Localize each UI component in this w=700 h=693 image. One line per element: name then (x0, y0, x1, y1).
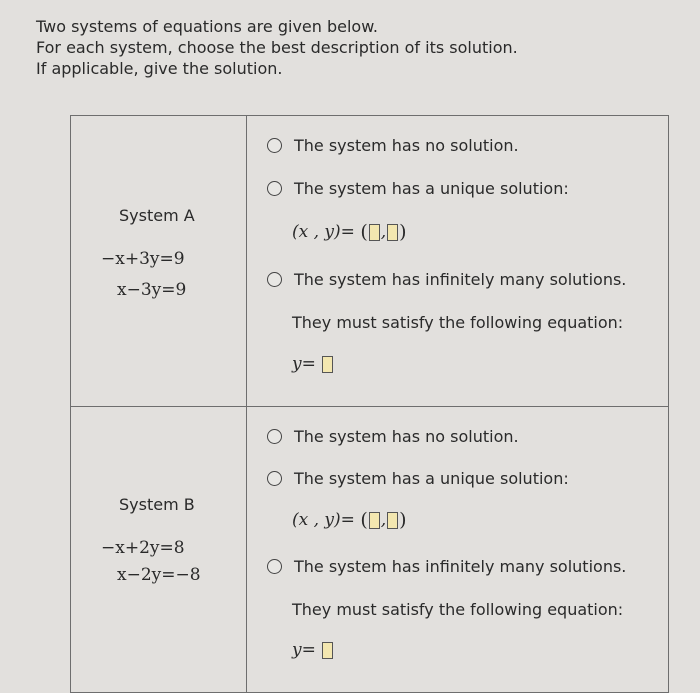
system-a-cell (71, 116, 247, 407)
systems-table (70, 115, 669, 693)
radio-button[interactable] (267, 471, 282, 486)
x-input[interactable] (369, 224, 380, 241)
xy-label: (x , y)= (292, 222, 355, 242)
y-label: y= (292, 640, 316, 660)
system-b-options (247, 407, 669, 693)
option-label: The system has a unique solution: (294, 469, 569, 488)
satisfy-text: They must satisfy the following equation: (292, 313, 624, 332)
system-name: System B (119, 495, 195, 514)
system-b-row (71, 407, 669, 693)
option-label: The system has no solution. (294, 427, 519, 446)
option-label: The system has a unique solution: (294, 179, 569, 198)
xy-label: (x , y)= (292, 510, 355, 530)
system-a-options (247, 116, 669, 407)
equation-2: x−2y=−8 (117, 565, 201, 585)
y-equation-input[interactable] (322, 642, 333, 659)
xy-answer: (x , y)= ( , ) (292, 509, 407, 531)
option-label: The system has no solution. (294, 136, 519, 155)
equation-1: −x+3y=9 (101, 249, 185, 269)
y-answer (292, 640, 334, 660)
option-infinite-solutions[interactable] (267, 270, 626, 289)
system-b-cell (71, 407, 247, 693)
instructions (36, 16, 518, 79)
option-no-solution[interactable] (267, 427, 519, 446)
radio-button[interactable] (267, 181, 282, 196)
radio-button[interactable] (267, 272, 282, 287)
y-input[interactable] (387, 224, 398, 241)
y-input[interactable] (387, 512, 398, 529)
satisfy-text: They must satisfy the following equation: (292, 600, 624, 619)
option-label: The system has infinitely many solutions. (294, 270, 627, 289)
system-a-row (71, 116, 669, 407)
instruction-line: For each system, choose the best description of its solution. (36, 38, 518, 57)
xy-answer: (x , y)= ( , ) (292, 221, 407, 243)
instruction-line: If applicable, give the solution. (36, 59, 283, 78)
option-unique-solution[interactable] (267, 179, 569, 198)
y-equation-input[interactable] (322, 356, 333, 373)
radio-button[interactable] (267, 138, 282, 153)
y-answer (292, 354, 334, 374)
radio-button[interactable] (267, 429, 282, 444)
option-unique-solution[interactable] (267, 469, 569, 488)
option-label: The system has infinitely many solutions. (294, 557, 627, 576)
option-no-solution[interactable] (267, 136, 519, 155)
instruction-line: Two systems of equations are given below. (36, 17, 378, 36)
x-input[interactable] (369, 512, 380, 529)
equation-2: x−3y=9 (117, 280, 187, 300)
radio-button[interactable] (267, 559, 282, 574)
option-infinite-solutions[interactable] (267, 557, 626, 576)
equation-1: −x+2y=8 (101, 538, 185, 558)
system-name: System A (119, 206, 195, 225)
y-label: y= (292, 354, 316, 374)
